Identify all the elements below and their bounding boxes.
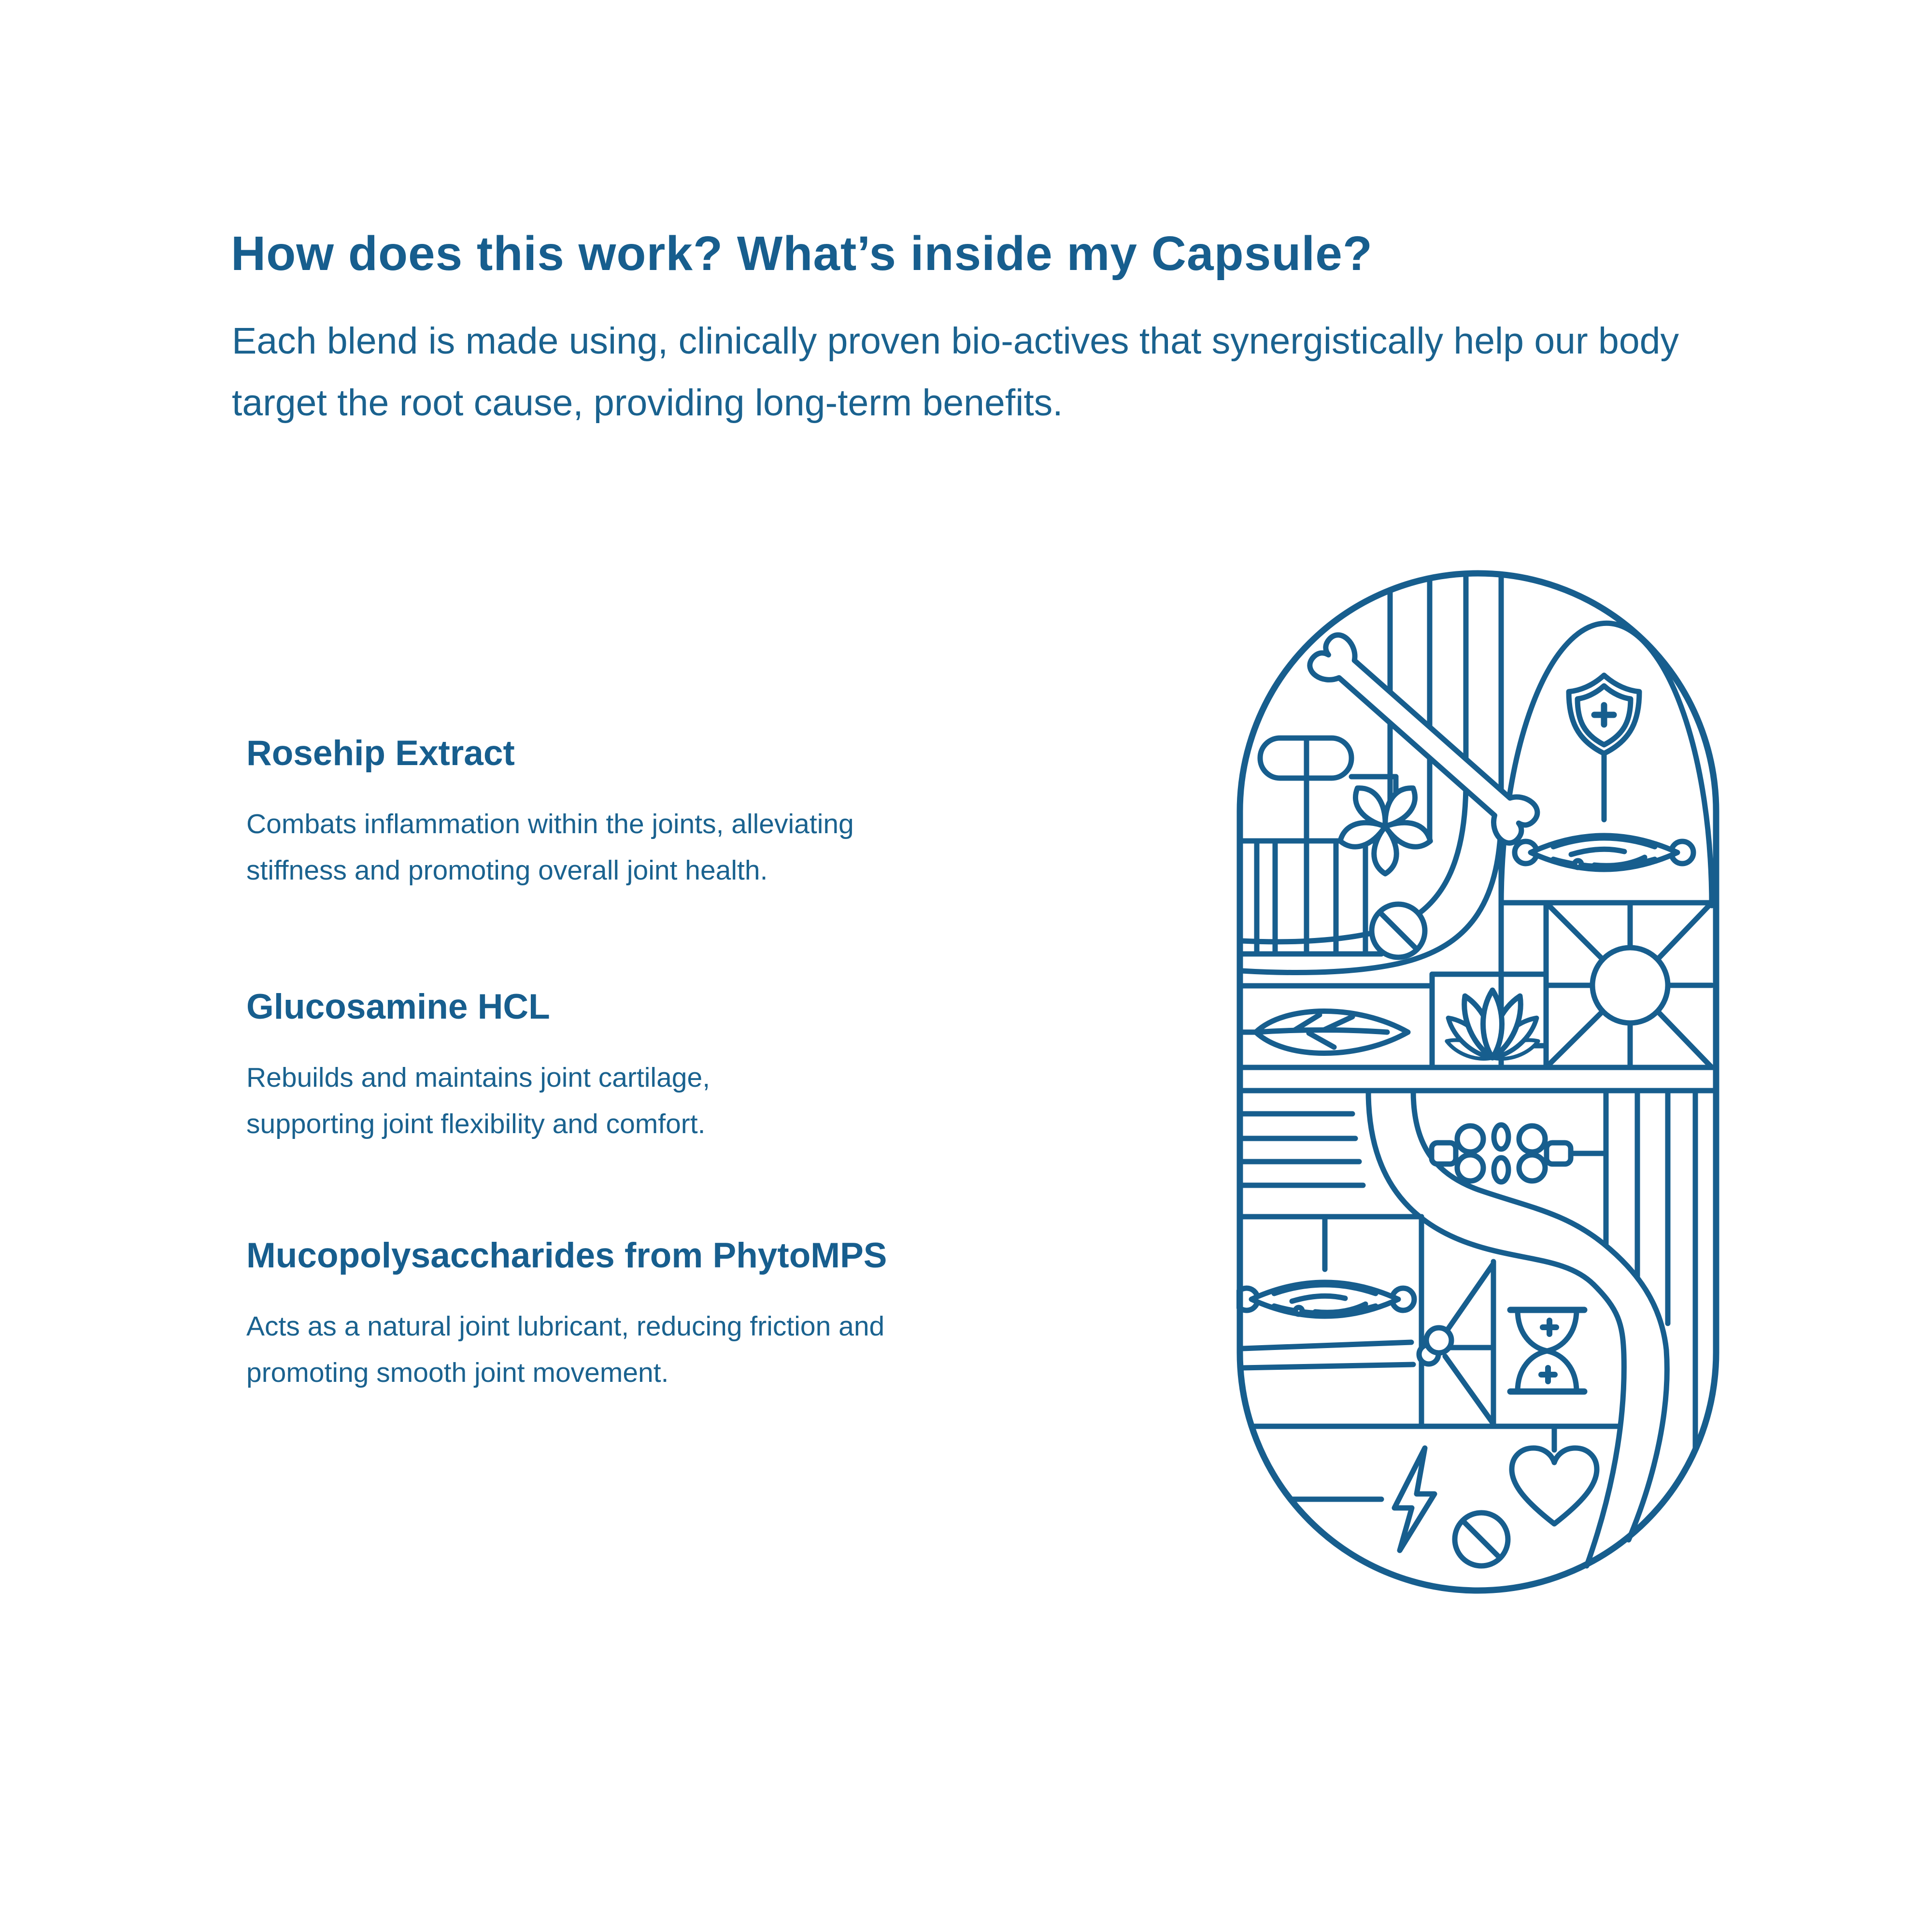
sun-icon xyxy=(1546,903,1712,1067)
ban-icon xyxy=(1455,1513,1508,1566)
ban-icon xyxy=(1372,904,1425,957)
ingredient-section-phytomps xyxy=(246,1236,971,1396)
pill-icon xyxy=(1260,738,1351,778)
ingredient-description: Acts as a natural joint lubricant, reducing friction and promoting smooth joint movement. xyxy=(246,1311,885,1388)
muscle-icon xyxy=(1515,836,1693,869)
ingredient-section-glucosamine xyxy=(246,988,971,1147)
joint-icon xyxy=(1432,1125,1571,1182)
ingredient-description: Rebuilds and maintains joint cartilage, supporting joint flexibility and comfort. xyxy=(246,1062,710,1139)
grid-lines xyxy=(1240,575,1716,1566)
page-subtitle: Each blend is made using, clinically proven bio-actives that synergistically help our body target the root cause, providing long-term benefits. xyxy=(232,320,1679,424)
muscle-icon xyxy=(1236,1282,1414,1316)
lightning-icon xyxy=(1394,1448,1435,1550)
capsule-illustration xyxy=(1236,570,1719,1594)
clover-flower-icon xyxy=(1337,781,1434,874)
hourglass-icon xyxy=(1510,1310,1584,1392)
leaf-icon xyxy=(1240,1011,1408,1053)
ingredient-section-rosehip xyxy=(246,734,971,894)
ingredient-name: Mucopolysaccharides from PhytoMPS xyxy=(246,1236,887,1275)
lotus-icon xyxy=(1443,990,1542,1064)
capsule-outline xyxy=(1240,573,1716,1591)
ingredient-name: Glucosamine HCL xyxy=(246,987,550,1026)
ingredient-name: Rosehip Extract xyxy=(246,734,515,773)
heart-icon xyxy=(1512,1448,1597,1524)
page-title: How does this work? What’s inside my Capsule? xyxy=(231,227,1373,281)
ingredient-description: Combats inflammation within the joints, alleviating stiffness and promoting overall joint health. xyxy=(246,809,854,886)
shield-plus-icon xyxy=(1569,675,1639,820)
